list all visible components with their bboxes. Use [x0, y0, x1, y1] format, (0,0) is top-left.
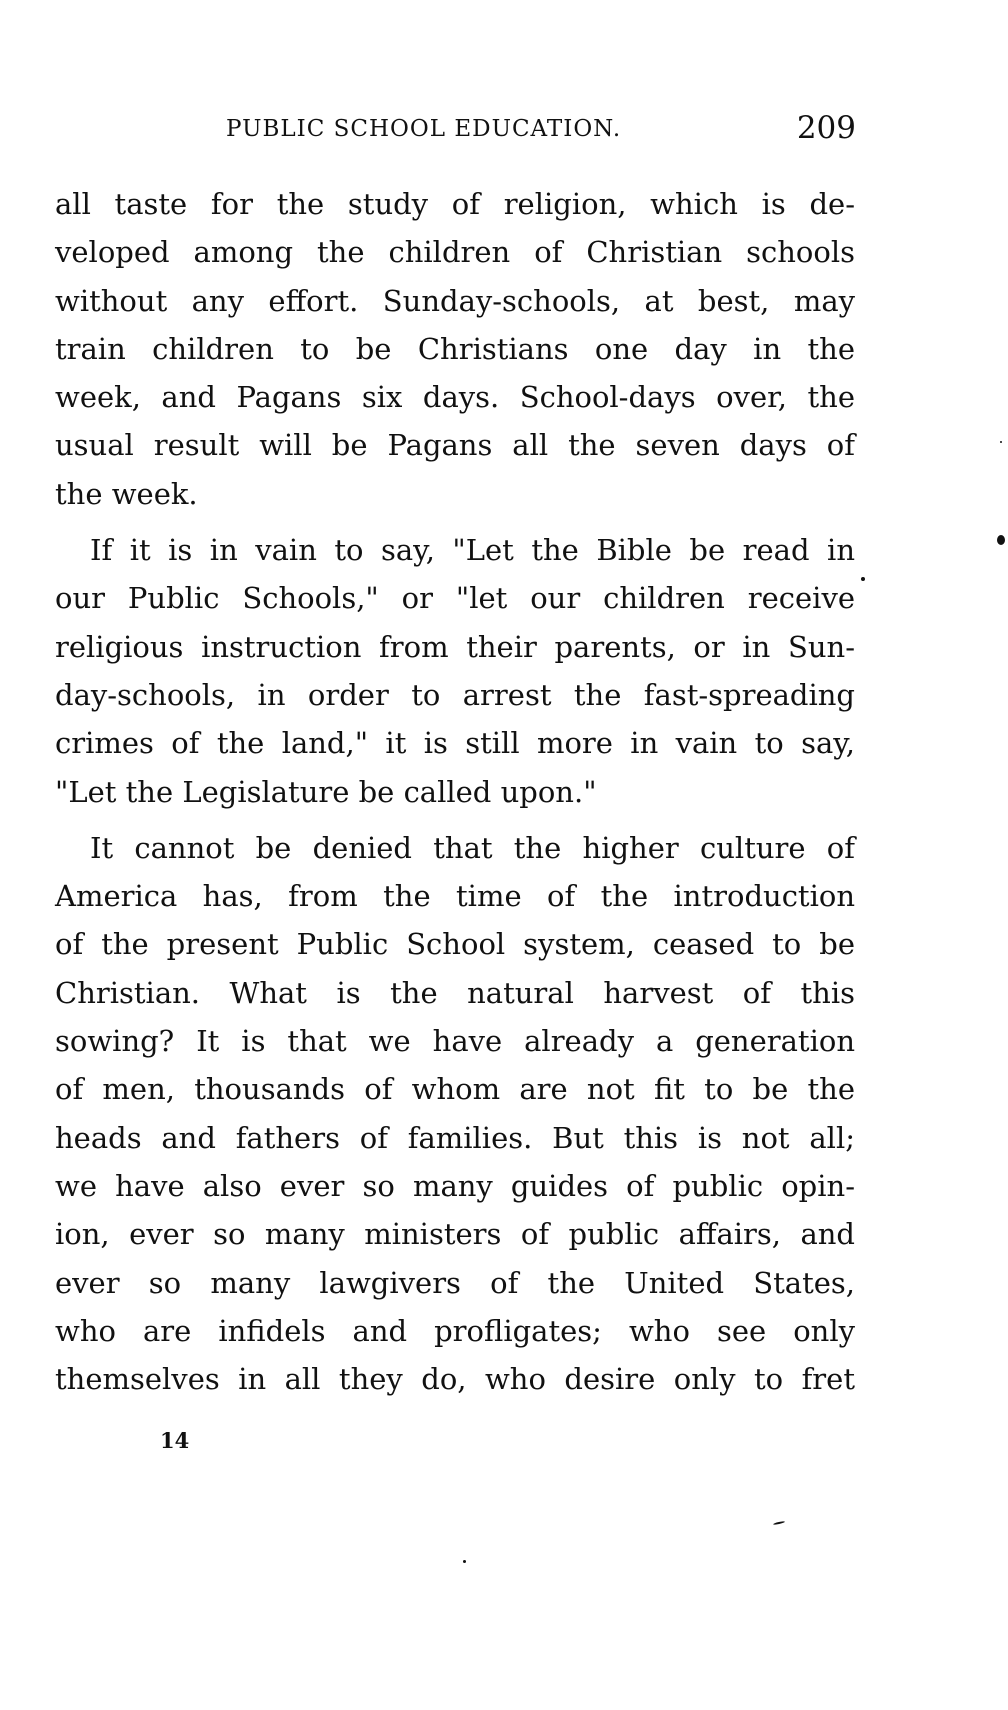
paragraph-2 — [55, 526, 855, 816]
text-line: ever so many lawgivers of the United States, — [55, 1265, 855, 1300]
text-line: veloped among the children of Christian schools — [55, 235, 855, 270]
text-line: sowing? It is that we have already a generation — [55, 1024, 855, 1059]
signature-mark: 14 — [160, 1428, 190, 1453]
ink-speck — [861, 577, 865, 581]
text-line: crimes of the land," it is still more in vain to say, — [55, 726, 855, 761]
text-line: heads and fathers of families. But this is not all; — [55, 1120, 855, 1155]
ink-speck — [1000, 441, 1002, 443]
text-line: It cannot be denied that the higher culture of — [90, 830, 855, 865]
text-line: usual result will be Pagans all the seven days of — [55, 428, 855, 463]
page-number: 209 — [796, 110, 856, 146]
text-line: week, and Pagans six days. School-days over, the — [55, 380, 855, 415]
text-line: If it is in vain to say, "Let the Bible be read in — [90, 533, 855, 568]
text-line: of the present Public School system, ceased to be — [55, 927, 855, 962]
text-line: without any effort. Sunday-schools, at best, may — [55, 283, 855, 318]
text-line: we have also ever so many guides of public opin- — [55, 1168, 855, 1203]
text-line: Christian. What is the natural harvest of this — [55, 975, 855, 1010]
text-line: ion, ever so many ministers of public affairs, and — [55, 1217, 855, 1252]
paragraph-1 — [55, 180, 855, 518]
text-line: religious instruction from their parents, or in Sun- — [55, 629, 855, 664]
text-line: all taste for the study of religion, which is de- — [55, 187, 855, 221]
page-header — [56, 110, 856, 150]
running-title: PUBLIC SCHOOL EDUCATION. — [226, 116, 622, 142]
body-text — [55, 180, 855, 1411]
text-line: train children to be Christians one day in the — [55, 331, 855, 366]
ink-speck — [997, 535, 1005, 545]
ink-speck — [463, 1560, 466, 1563]
text-line: America has, from the time of the introduction — [55, 879, 855, 914]
paragraph-3 — [55, 824, 855, 1404]
text-line: of men, thousands of whom are not fit to be the — [55, 1072, 855, 1107]
text-line: the week. — [55, 476, 198, 511]
text-line: our Public Schools," or "let our children receive — [55, 581, 855, 616]
text-line: day-schools, in order to arrest the fast-spreading — [55, 677, 855, 712]
text-line: who are infidels and profligates; who see only — [55, 1313, 855, 1348]
text-line: themselves in all they do, who desire only to fret — [55, 1362, 855, 1397]
text-line: "Let the Legislature be called upon." — [55, 774, 597, 809]
ink-speck — [773, 1521, 785, 1525]
